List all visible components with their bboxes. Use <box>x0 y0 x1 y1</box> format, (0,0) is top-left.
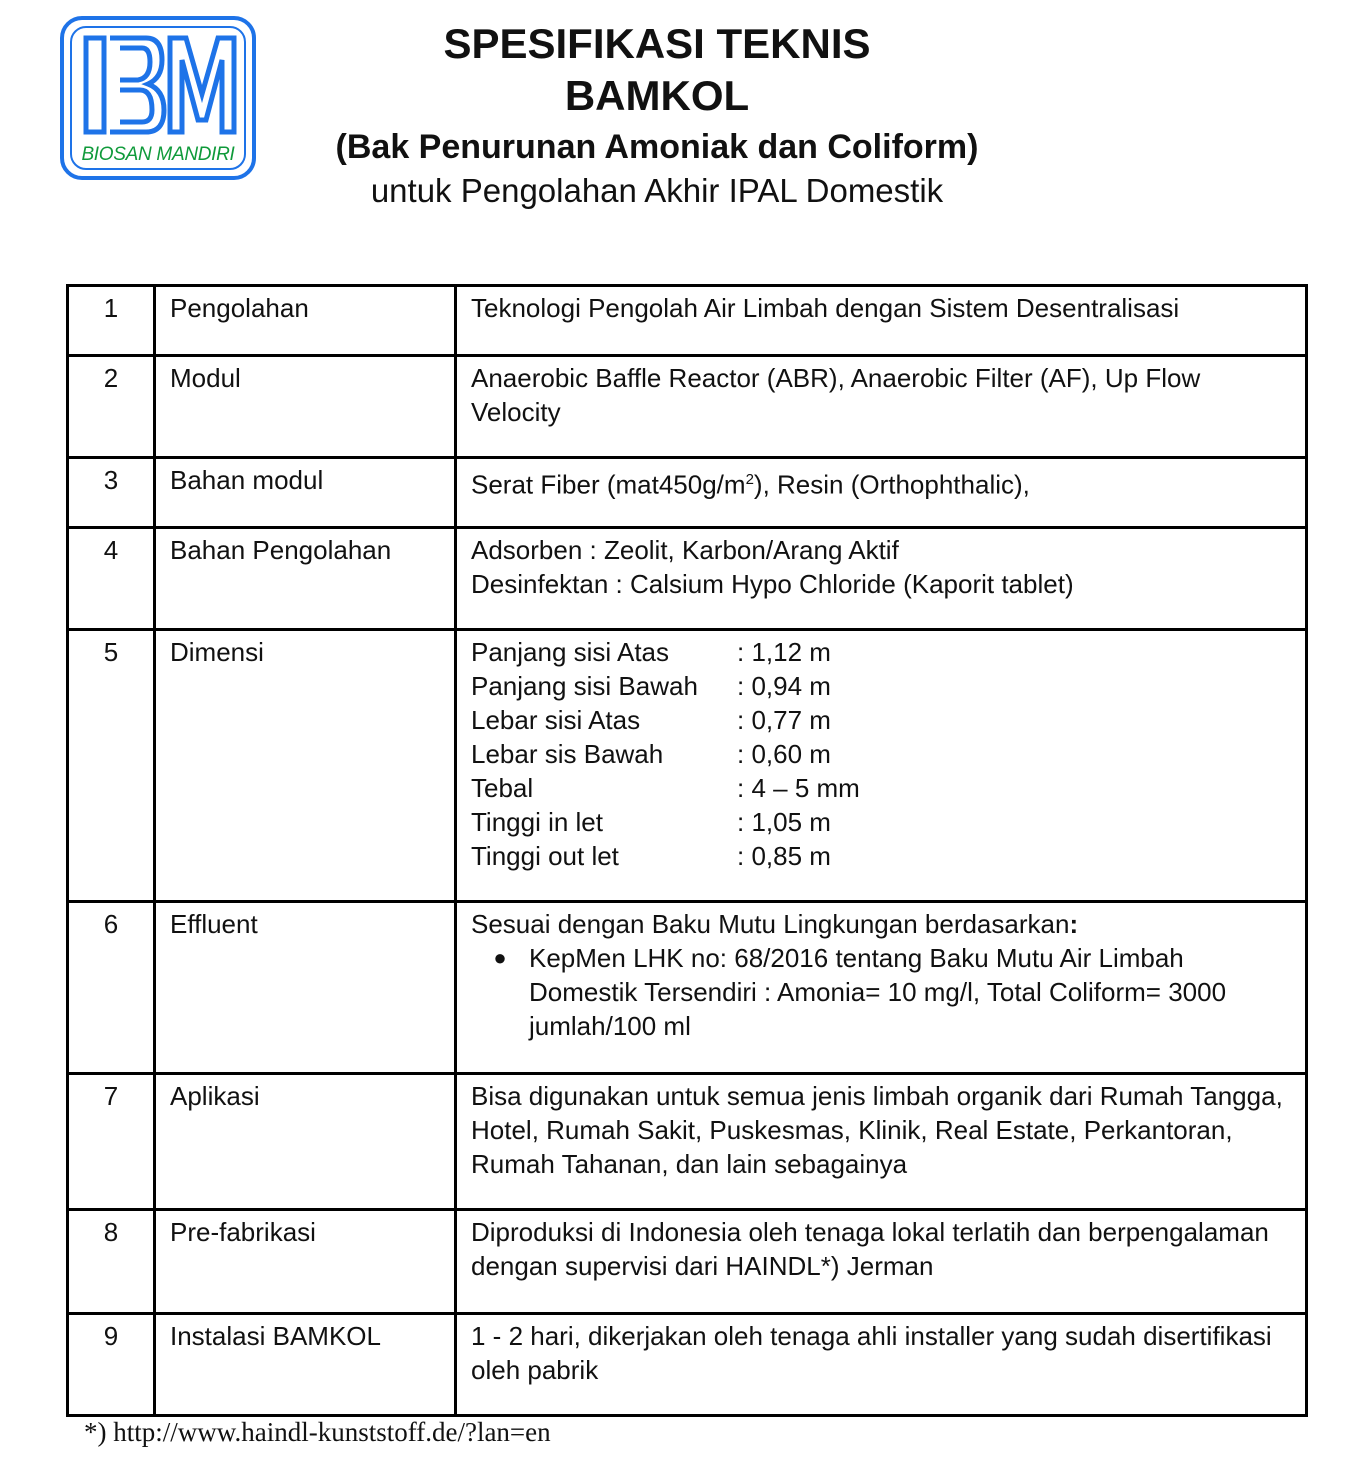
dimension-value: : 0,94 m <box>737 671 831 701</box>
table-row <box>68 528 1307 630</box>
dimension-name: Tinggi in let <box>471 807 603 837</box>
row-number: 7 <box>68 1074 155 1210</box>
logo-wordmark: BIOSAN MANDIRI <box>81 144 235 165</box>
row-number: 8 <box>68 1210 155 1314</box>
row-label: Bahan modul <box>155 458 456 528</box>
row-description: Teknologi Pengolah Air Limbah dengan Sistem Desentralisasi <box>456 286 1307 356</box>
dimension-name: Panjang sisi Bawah <box>471 671 698 701</box>
dimension-value: : 0,60 m <box>737 739 831 769</box>
list-item <box>471 941 1295 1043</box>
table-row <box>68 1314 1307 1416</box>
row-number: 4 <box>68 528 155 630</box>
table-row <box>68 1210 1307 1314</box>
dimension-row <box>471 669 1295 703</box>
row-number: 1 <box>68 286 155 356</box>
row-label: Effluent <box>155 902 456 1074</box>
row-description: Diproduksi di Indonesia oleh tenaga lokal terlatih dan berpengalaman dengan supervisi dari HAINDL*) Jerman <box>456 1210 1307 1314</box>
superscript: 2 <box>745 471 754 488</box>
row-number: 6 <box>68 902 155 1074</box>
row-label: Pre-fabrikasi <box>155 1210 456 1314</box>
dimension-row <box>471 703 1295 737</box>
biosan-mandiri-logo <box>60 16 256 180</box>
dimension-name: Tinggi out let <box>471 841 619 871</box>
row-description <box>456 458 1307 528</box>
dimension-value: : 1,05 m <box>737 807 831 837</box>
page-title-line-2: BAMKOL <box>564 72 750 119</box>
row-number: 5 <box>68 630 155 902</box>
row-description <box>456 630 1307 902</box>
desc-text: ), Resin (Orthophthalic), <box>753 469 1030 500</box>
table-row <box>68 1074 1307 1210</box>
row-description <box>456 528 1307 630</box>
dimension-name: Lebar sisi Atas <box>471 705 641 735</box>
table-row <box>68 356 1307 458</box>
dimension-name: Panjang sisi Atas <box>471 637 670 667</box>
row-number: 9 <box>68 1314 155 1416</box>
dimension-row <box>471 635 1295 669</box>
dimension-value: : 0,85 m <box>737 841 831 871</box>
dimension-value: : 1,12 m <box>737 637 831 667</box>
row-number: 2 <box>68 356 155 458</box>
desc-line: Desinfektan : Calsium Hypo Chloride (Kaporit tablet) <box>471 569 1074 599</box>
row-description: Anaerobic Baffle Reactor (ABR), Anaerobic Filter (AF), Up Flow Velocity <box>456 356 1307 458</box>
row-description: 1 - 2 hari, dikerjakan oleh tenaga ahli installer yang sudah disertifikasi oleh pabrik <box>456 1314 1307 1416</box>
row-label: Dimensi <box>155 630 456 902</box>
row-description <box>456 902 1307 1074</box>
row-label: Bahan Pengolahan <box>155 528 456 630</box>
list-item-text: KepMen LHK no: 68/2016 tentang Baku Mutu Air Limbah Domestik Tersendiri : Amonia= 10 mg/l, Total Coliform= 3000 jumlah/100 ml <box>529 943 1227 1041</box>
dimension-name: Lebar sis Bawah <box>471 739 664 769</box>
page-title-line-1: SPESIFIKASI TEKNIS <box>443 20 871 67</box>
table-row <box>68 902 1307 1074</box>
dimension-value: : 4 – 5 mm <box>737 773 860 803</box>
desc-text: Serat Fiber (mat450g/m <box>471 469 746 500</box>
dimension-row <box>471 771 1295 805</box>
dimension-value: : 0,77 m <box>737 705 831 735</box>
row-label: Modul <box>155 356 456 458</box>
dimension-row <box>471 805 1295 839</box>
row-label: Aplikasi <box>155 1074 456 1210</box>
table-row <box>68 286 1307 356</box>
row-label: Pengolahan <box>155 286 456 356</box>
spec-table <box>66 284 1308 1417</box>
bm-monogram-icon <box>82 34 238 138</box>
dimension-name: Tebal <box>471 773 534 803</box>
row-description: Bisa digunakan untuk semua jenis limbah organik dari Rumah Tangga, Hotel, Rumah Sakit, Puskesmas, Klinik, Real Estate, Perkantoran, Rumah Tahanan, dan lain sebagainya <box>456 1074 1307 1210</box>
intro-colon: : <box>1069 909 1079 939</box>
desc-line: Adsorben : Zeolit, Karbon/Arang Aktif <box>471 535 899 565</box>
bullet-icon: ● <box>493 945 507 970</box>
intro-text: Sesuai dengan Baku Mutu Lingkungan berdasarkan <box>471 909 1070 939</box>
footnote-link[interactable]: *) http://www.haindl-kunststoff.de/?lan=en <box>84 1417 551 1447</box>
page-tagline: untuk Pengolahan Akhir IPAL Domestik <box>370 172 944 209</box>
table-row <box>68 630 1307 902</box>
row-label: Instalasi BAMKOL <box>155 1314 456 1416</box>
effluent-intro <box>471 907 1295 941</box>
table-row <box>68 458 1307 528</box>
dimension-row <box>471 839 1295 873</box>
page-subtitle: (Bak Penurunan Amoniak dan Coliform) <box>335 128 979 166</box>
dimension-row <box>471 737 1295 771</box>
row-number: 3 <box>68 458 155 528</box>
